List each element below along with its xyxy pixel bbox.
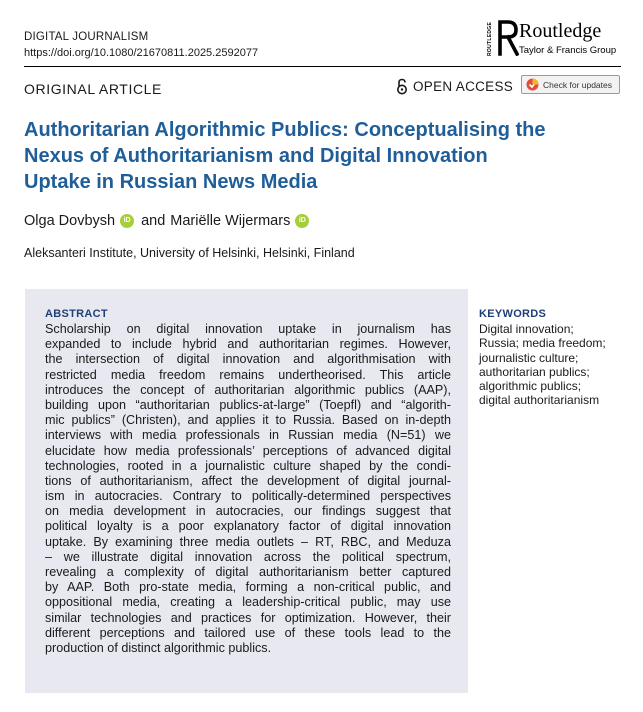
publisher-subtitle: Taylor & Francis Group [519, 45, 617, 56]
abstract-line: introduces the concept of authoritarian algorithmic publics (AAP), [45, 382, 451, 397]
author-connector: and [141, 213, 166, 229]
open-access-badge [396, 78, 513, 95]
abstract-line: mic publics” (Christen), and applies it to Russia. Based on in-depth [45, 413, 451, 428]
abstract-line: the intersection of digital innovation and algorithmisation with [45, 352, 451, 367]
abstract-line: oppositional media, creating a leadership-critical public, may use [45, 595, 451, 610]
abstract-line: Scholarship on digital innovation uptake in journalism has [45, 322, 451, 336]
affiliation: Aleksanteri Institute, University of Helsinki, Helsinki, Finland [24, 246, 355, 260]
article-type: ORIGINAL ARTICLE [24, 81, 162, 97]
publisher-name: Routledge [519, 20, 602, 42]
abstract-line: different perceptions and tailored use of these tools lead to the [45, 625, 451, 640]
article-title [24, 117, 614, 195]
abstract-line: uptake. By examining three media outlets – RT, RBC, and Meduza [45, 534, 451, 549]
abstract-line: similar technologies and practices for optimization. However, their [45, 610, 451, 625]
open-access-label: OPEN ACCESS [413, 79, 514, 94]
abstract-line: building upon “authoritarian publics-at-large” (Toepfl) and “algorith- [45, 397, 451, 412]
abstract-line: elucidate how media professionals’ perceptions of advanced digital [45, 443, 451, 458]
keyword-line[interactable]: Russia; media freedom; [479, 336, 606, 351]
keywords-list [479, 322, 629, 408]
open-lock-icon [396, 78, 408, 95]
abstract-line: production of distinct algorithmic publics. [45, 640, 272, 655]
keyword-line[interactable]: algorithmic publics; [479, 379, 582, 394]
logo-vertical-text: ROUTLEDGE [487, 21, 493, 57]
abstract-text [45, 322, 451, 656]
header-rule [24, 66, 621, 67]
keywords-label: KEYWORDS [479, 308, 547, 320]
abstract-line: political loyalty is a poor explanatory factor of digital innovation [45, 519, 451, 534]
author-name[interactable]: Mariëlle Wijermars [170, 213, 291, 229]
orcid-icon[interactable]: iD [295, 214, 309, 228]
author-name[interactable]: Olga Dovbysh [24, 213, 116, 229]
crossmark-icon [526, 78, 539, 91]
title-line: Uptake in Russian News Media [24, 171, 318, 193]
doi-link[interactable]: https://doi.org/10.1080/21670811.2025.2592077 [24, 47, 259, 59]
abstract-line: revealing a complexity of digital authoritarianism better captured [45, 565, 451, 579]
abstract-line: expanded to include hybrid and authoritarian regimes. However, [45, 337, 451, 352]
keyword-line[interactable]: journalistic culture; [479, 350, 579, 365]
check-for-updates-button[interactable] [521, 75, 620, 94]
keyword-line[interactable]: digital authoritarianism [479, 393, 600, 408]
abstract-line: technologies, rooted in a journalistic culture shaped by the condi- [45, 458, 451, 473]
abstract-line: on media development in autocracies, our findings suggest that [45, 504, 451, 519]
keyword-line[interactable]: authoritarian publics; [479, 364, 590, 379]
orcid-icon[interactable]: iD [120, 214, 134, 228]
abstract-line: tions of authoritarianism, affect the development of digital journal- [45, 473, 451, 488]
keyword-line[interactable]: Digital innovation; [479, 322, 574, 336]
journal-name: DIGITAL JOURNALISM [24, 31, 149, 43]
title-line: Nexus of Authoritarianism and Digital Innovation [24, 145, 488, 167]
abstract-line: by AAP. Both pro-state media, forming a non-critical public, and [45, 580, 451, 595]
abstract-line: restricted media freedom remains undertheorised. This article [45, 367, 451, 382]
abstract-label: ABSTRACT [45, 308, 108, 320]
publisher-logo [487, 18, 627, 60]
check-for-updates-label: Check for updates [543, 79, 612, 90]
abstract-line: ism in autocracies. Contrary to politically-determined perspectives [45, 489, 451, 504]
author-list [24, 213, 316, 229]
title-line: Authoritarian Algorithmic Publics: Conceptualising the [24, 119, 546, 141]
abstract-line: – we illustrate digital innovation across the political spectrum, [45, 549, 451, 564]
abstract-line: interviews with media professionals in Russian media (N=51) we [45, 428, 451, 443]
routledge-r-icon [497, 18, 519, 56]
